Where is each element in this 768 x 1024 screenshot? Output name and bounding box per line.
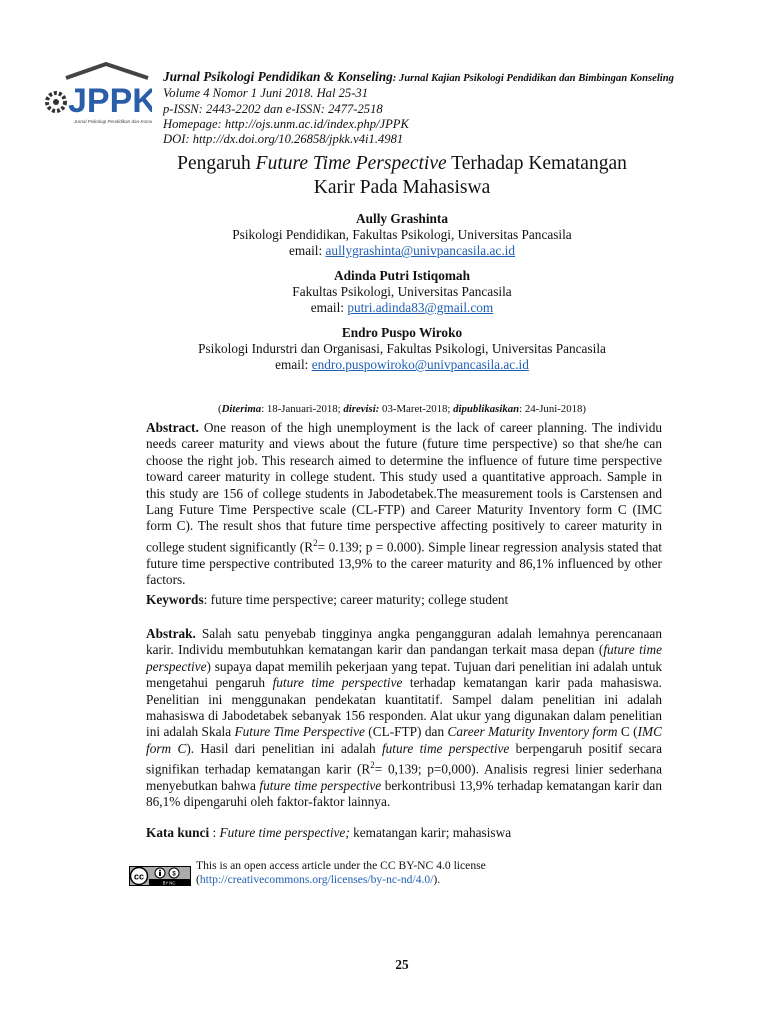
email-label: email: (275, 357, 312, 372)
keywords-label: Keywords (146, 592, 204, 607)
abstrak-italic: future time perspective (259, 778, 382, 794)
title-italic: Future Time Perspective (255, 153, 447, 174)
received-date: : 18-Januari-2018; (261, 403, 344, 415)
title-part: Terhadap Kematangan (446, 153, 627, 174)
svg-text:$: $ (172, 871, 176, 878)
journal-subtitle: : Jurnal Kajian Psikologi Pendidikan dan Bimbingan Konseling (392, 73, 674, 84)
abstrak-italic: Career Maturity Inventory form (447, 724, 618, 740)
journal-name: Jurnal Psikologi Pendidikan & Konseling (163, 69, 393, 84)
separator: : (209, 825, 220, 840)
author-name: Adinda Putri Istiqomah (334, 268, 470, 283)
author-name: Aully Grashinta (356, 211, 448, 226)
abstrak-italic: Future Time Perspective (234, 724, 365, 740)
abstrak-italic: future time perspective (146, 642, 662, 674)
journal-logo (44, 60, 152, 130)
abstract-label: Abstract. (146, 420, 199, 435)
title-part: Pengaruh (177, 153, 256, 174)
abstrak-text: terhadap kematangan karir pada mahasiswa. Penelitian ini menggunakan pendekatan kuantitatif. Sampel dalam penelitian ini adalah mahasiswa di Jabodetabek sebanyak 156 responden. Alat ukur yang digunakan dalam penelitian ini adalah Skala (146, 675, 662, 740)
author-email-link[interactable]: aullygrashinta@univpancasila.ac.id (325, 243, 516, 258)
superscript: 2 (370, 760, 375, 771)
submission-dates: (Diterima: 18-Januari-2018; direvisi: 03-Maret-2018; dipublikasikan: 24-Juni-2018) (218, 403, 586, 415)
superscript: 2 (313, 537, 318, 548)
abstrak-text: = 0,139; p=0,000). Analisis regresi linier sederhana menyebutkan bahwa (146, 761, 662, 794)
author-affiliation: Psikologi Indurstri dan Organisasi, Fakultas Psikologi, Universitas Pancasila (198, 341, 606, 356)
paren: ). (433, 873, 441, 886)
abstrak-text: ) supaya dapat memilih pekerjaan yang tepat. Tujuan dari penelitian ini adalah untuk mengetahui pengaruh (146, 658, 662, 691)
revised-date: 03-Maret-2018; (379, 403, 454, 415)
abstrak-italic: future time perspective (272, 675, 403, 691)
cc-badge-text: cc (133, 871, 145, 882)
kata-kunci-italic: Future time perspective; (219, 825, 350, 840)
keywords (146, 592, 662, 608)
license-line: This is an open access article under the CC BY-NC 4.0 license (196, 859, 486, 872)
abstrak-italic: future time perspective (381, 740, 510, 756)
email-label: email: (288, 243, 326, 258)
author-block (40, 325, 764, 373)
author-affiliation: Fakultas Psikologi, Universitas Pancasila (292, 284, 512, 299)
abstrak-text: ). Hasil dari penelitian ini adalah (186, 740, 382, 756)
kata-kunci-text: kematangan karir; mahasiswa (349, 825, 512, 840)
jppk-logo-icon (44, 60, 152, 130)
keywords-text: : future time perspective; career maturity; college student (203, 592, 509, 607)
abstrak-text: C ( (617, 724, 638, 740)
page-number: 25 (395, 957, 409, 972)
paper-title (40, 152, 764, 199)
volume-line: Volume 4 Nomor 1 Juni 2018. Hal 25-31 (163, 86, 368, 101)
received-label: Diterima (221, 403, 262, 415)
title-line-2: Karir Pada Mahasiswa (313, 176, 491, 198)
cc-by-nc-icon (129, 866, 191, 886)
abstract-indonesian (146, 626, 662, 811)
abstract-english (146, 420, 662, 588)
logo-letters: JPPK (68, 82, 152, 120)
journal-header (163, 69, 753, 147)
license-link[interactable]: http://creativecommons.org/licenses/by-nc-nd/4.0/ (199, 873, 434, 886)
license-notice (196, 859, 616, 887)
published-date: : 24-Juni-2018) (519, 403, 586, 415)
author-block (40, 211, 764, 259)
abstrak-text: (CL-FTP) dan (364, 724, 448, 740)
abstrak-label: Abstrak. (146, 626, 196, 641)
issn-line: p-ISSN: 2443-2202 dan e-ISSN: 2477-2518 (163, 101, 383, 116)
email-label: email: (310, 300, 348, 315)
author-name: Endro Puspo Wiroko (341, 325, 463, 340)
abstract-text: = 0.139; p = 0.000). Simple linear regression analysis stated that future time perspective contributed 13,9% to the career maturity and 86,1% influenced by other factors. (146, 539, 663, 588)
revised-label: direvisi: (343, 403, 380, 415)
cc-badge-small: BY NC (162, 880, 176, 886)
abstract-text: One reason of the high unemployment is the lack of career planning. The individu needs career maturity and views about the future (future time perspective) so that she/he can choose the right job. This research aimed to determine the influence of future time perspective toward career maturity in college student. This study used a quantitative approach. Sample in this study are 156 of college students in Jabodetabek.The measurement tools is Carstensen and Lang Future Time Perspective scale (CL-FTP) and Career Maturity Inventory form C (IMC form C). The result shos that future time perspective affecting positively to career maturity in college student significantly (R (146, 420, 662, 555)
homepage-line[interactable]: Homepage: http://ojs.unm.ac.id/index.php/JPPK (163, 116, 409, 131)
journal-title-line (163, 69, 753, 86)
doi-line[interactable]: DOI: http://dx.doi.org/10.26858/jpkk.v4i1.4981 (163, 132, 404, 147)
cc-license-badge[interactable] (129, 866, 191, 886)
abstrak-italic: IMC form C (146, 724, 662, 756)
logo-tagline: Jurnal Psikologi Pendidikan dan Konseling (74, 119, 152, 124)
author-email-link[interactable]: putri.adinda83@gmail.com (347, 300, 494, 315)
author-block (40, 268, 764, 316)
published-label: dipublikasikan (453, 403, 520, 415)
author-affiliation: Psikologi Pendidikan, Fakultas Psikologi, Universitas Pancasila (232, 227, 572, 242)
kata-kunci (146, 825, 662, 841)
author-email-link[interactable]: endro.puspowiroko@univpancasila.ac.id (311, 357, 529, 372)
abstrak-text: berpengaruh positif secara signifikan terhadap kematangan karir (R (146, 740, 662, 777)
paren: ( (196, 873, 200, 886)
abstrak-text: berkontribusi 13,9% terhadap kematangan karir dan 86,1% dipengaruhi oleh faktor-faktor lainnya. (146, 778, 662, 810)
abstrak-text: Salah satu penyebab tingginya angka pengangguran adalah lemahnya perencanaan karir. Individu membutuhkan kematangan karir dan pandangan terkait masa depan ( (146, 626, 662, 658)
kata-kunci-label: Kata kunci (146, 825, 210, 840)
